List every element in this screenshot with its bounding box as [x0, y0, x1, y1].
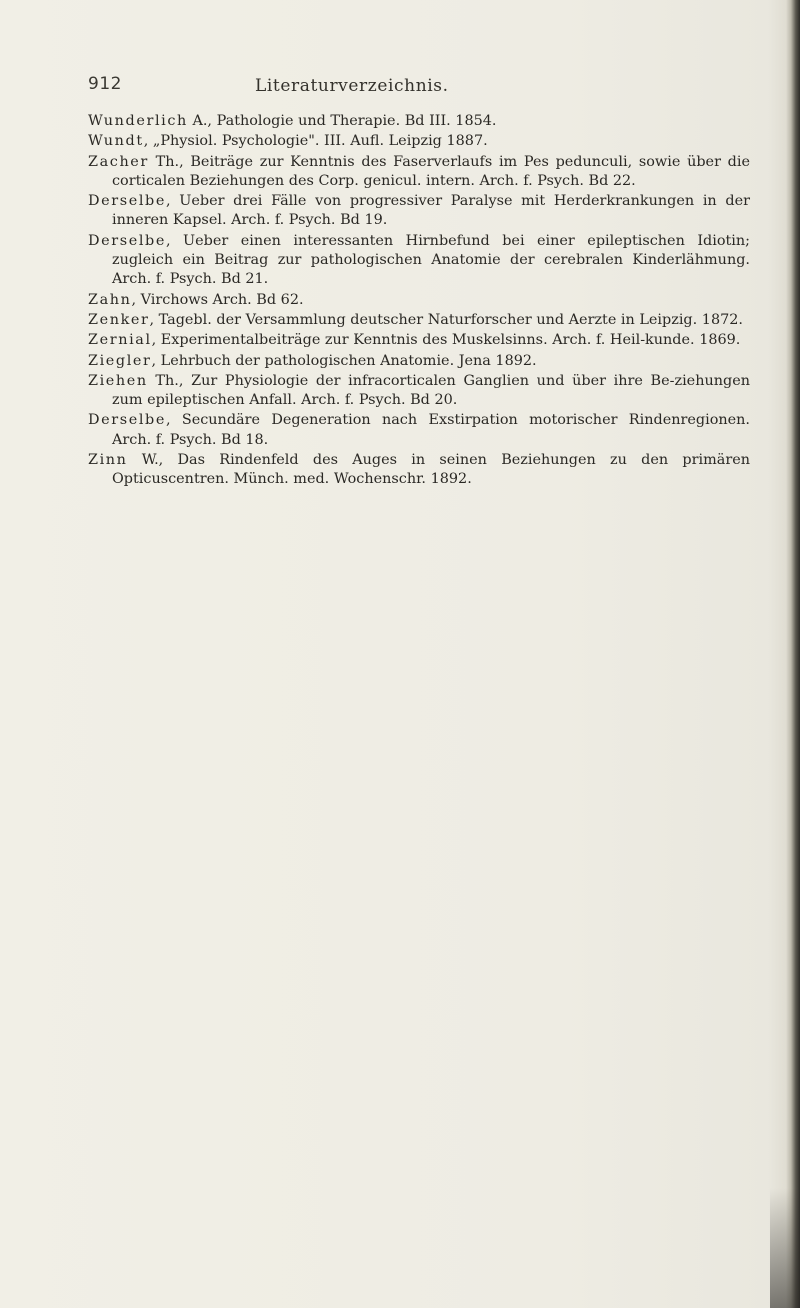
entry-author: Zenker [88, 311, 150, 328]
entry-text: , Tagebl. der Versammlung deutscher Naturforscher und Aerzte in Leipzig. 1872. [149, 311, 743, 328]
page-edge-shadow [786, 0, 800, 1308]
entry-author: Wunderlich [88, 113, 188, 129]
entry-text: , Virchows Arch. Bd 62. [131, 291, 304, 308]
entry-text: W., Das Rindenfeld des Auges in seinen Beziehungen zu den primären Opticuscentren. Münch. med. Wochenschr. 1892. [112, 452, 750, 488]
entry-text: , Experimentalbeiträge zur Kenntnis des Muskelsinns. Arch. f. Heil-kunde. 1869. [151, 332, 741, 349]
entry-text: , „Physiol. Psychologie". III. Aufl. Leipzig 1887. [143, 133, 488, 150]
entry-author: Zacher [88, 153, 149, 170]
entry-author: Wundt [88, 133, 144, 150]
entry-text: Th., Beiträge zur Kenntnis des Faserverlaufs im Pes pedunculi, sowie über die corticalen Beziehungen des Corp. genicul. intern. Arch. f. Psych. Bd 22. [112, 153, 750, 189]
bibliography-entry [88, 352, 750, 371]
entry-author: Derselbe [88, 412, 166, 429]
entry-text: , Secundäre Degeneration nach Exstirpation motorischer Rindenregionen. Arch. f. Psych. Bd 18. [112, 412, 750, 448]
entry-text: , Ueber einen interessanten Hirnbefund bei einer epileptischen Idiotin; zugleich ein Beitrag zur pathologischen Anatomie der cerebralen Kinderlähmung. Arch. f. Psych. Bd 21. [112, 232, 750, 288]
page-corner-shadow [770, 1188, 800, 1308]
bibliography-entry [88, 451, 750, 490]
bibliography-entry [88, 232, 750, 290]
entry-author: Zernial [88, 332, 152, 349]
bibliography-entry [88, 153, 750, 192]
entry-text: Th., Zur Physiologie der infracorticalen Ganglien und über ihre Be-ziehungen zum epileptischen Anfall. Arch. f. Psych. Bd 20. [112, 372, 750, 409]
page-number: 912 [88, 74, 122, 94]
bibliography-entry [88, 192, 750, 231]
bibliography-entry [88, 372, 750, 411]
running-head: Literaturverzeichnis. [255, 76, 449, 96]
bibliography-entry [88, 132, 750, 151]
entry-author: Derselbe [88, 232, 166, 249]
entry-text: A., Pathologie und Therapie. Bd III. 1854. [187, 113, 497, 129]
bibliography-entry [88, 291, 750, 310]
entry-author: Zinn [88, 452, 128, 469]
entry-text: , Ueber drei Fälle von progressiver Paralyse mit Herderkrankungen in der inneren Kapsel. Arch. f. Psych. Bd 19. [112, 193, 750, 229]
bibliography-entry [88, 112, 750, 131]
entry-text: , Lehrbuch der pathologischen Anatomie. Jena 1892. [151, 352, 537, 369]
entry-author: Zahn [88, 291, 132, 308]
entry-author: Ziegler [88, 352, 152, 369]
entry-author: Ziehen [88, 372, 148, 389]
bibliography-entry [88, 311, 750, 330]
bibliography-list [88, 112, 750, 491]
bibliography-entry [88, 411, 750, 450]
entry-author: Derselbe [88, 193, 166, 210]
bibliography-entry [88, 331, 750, 350]
